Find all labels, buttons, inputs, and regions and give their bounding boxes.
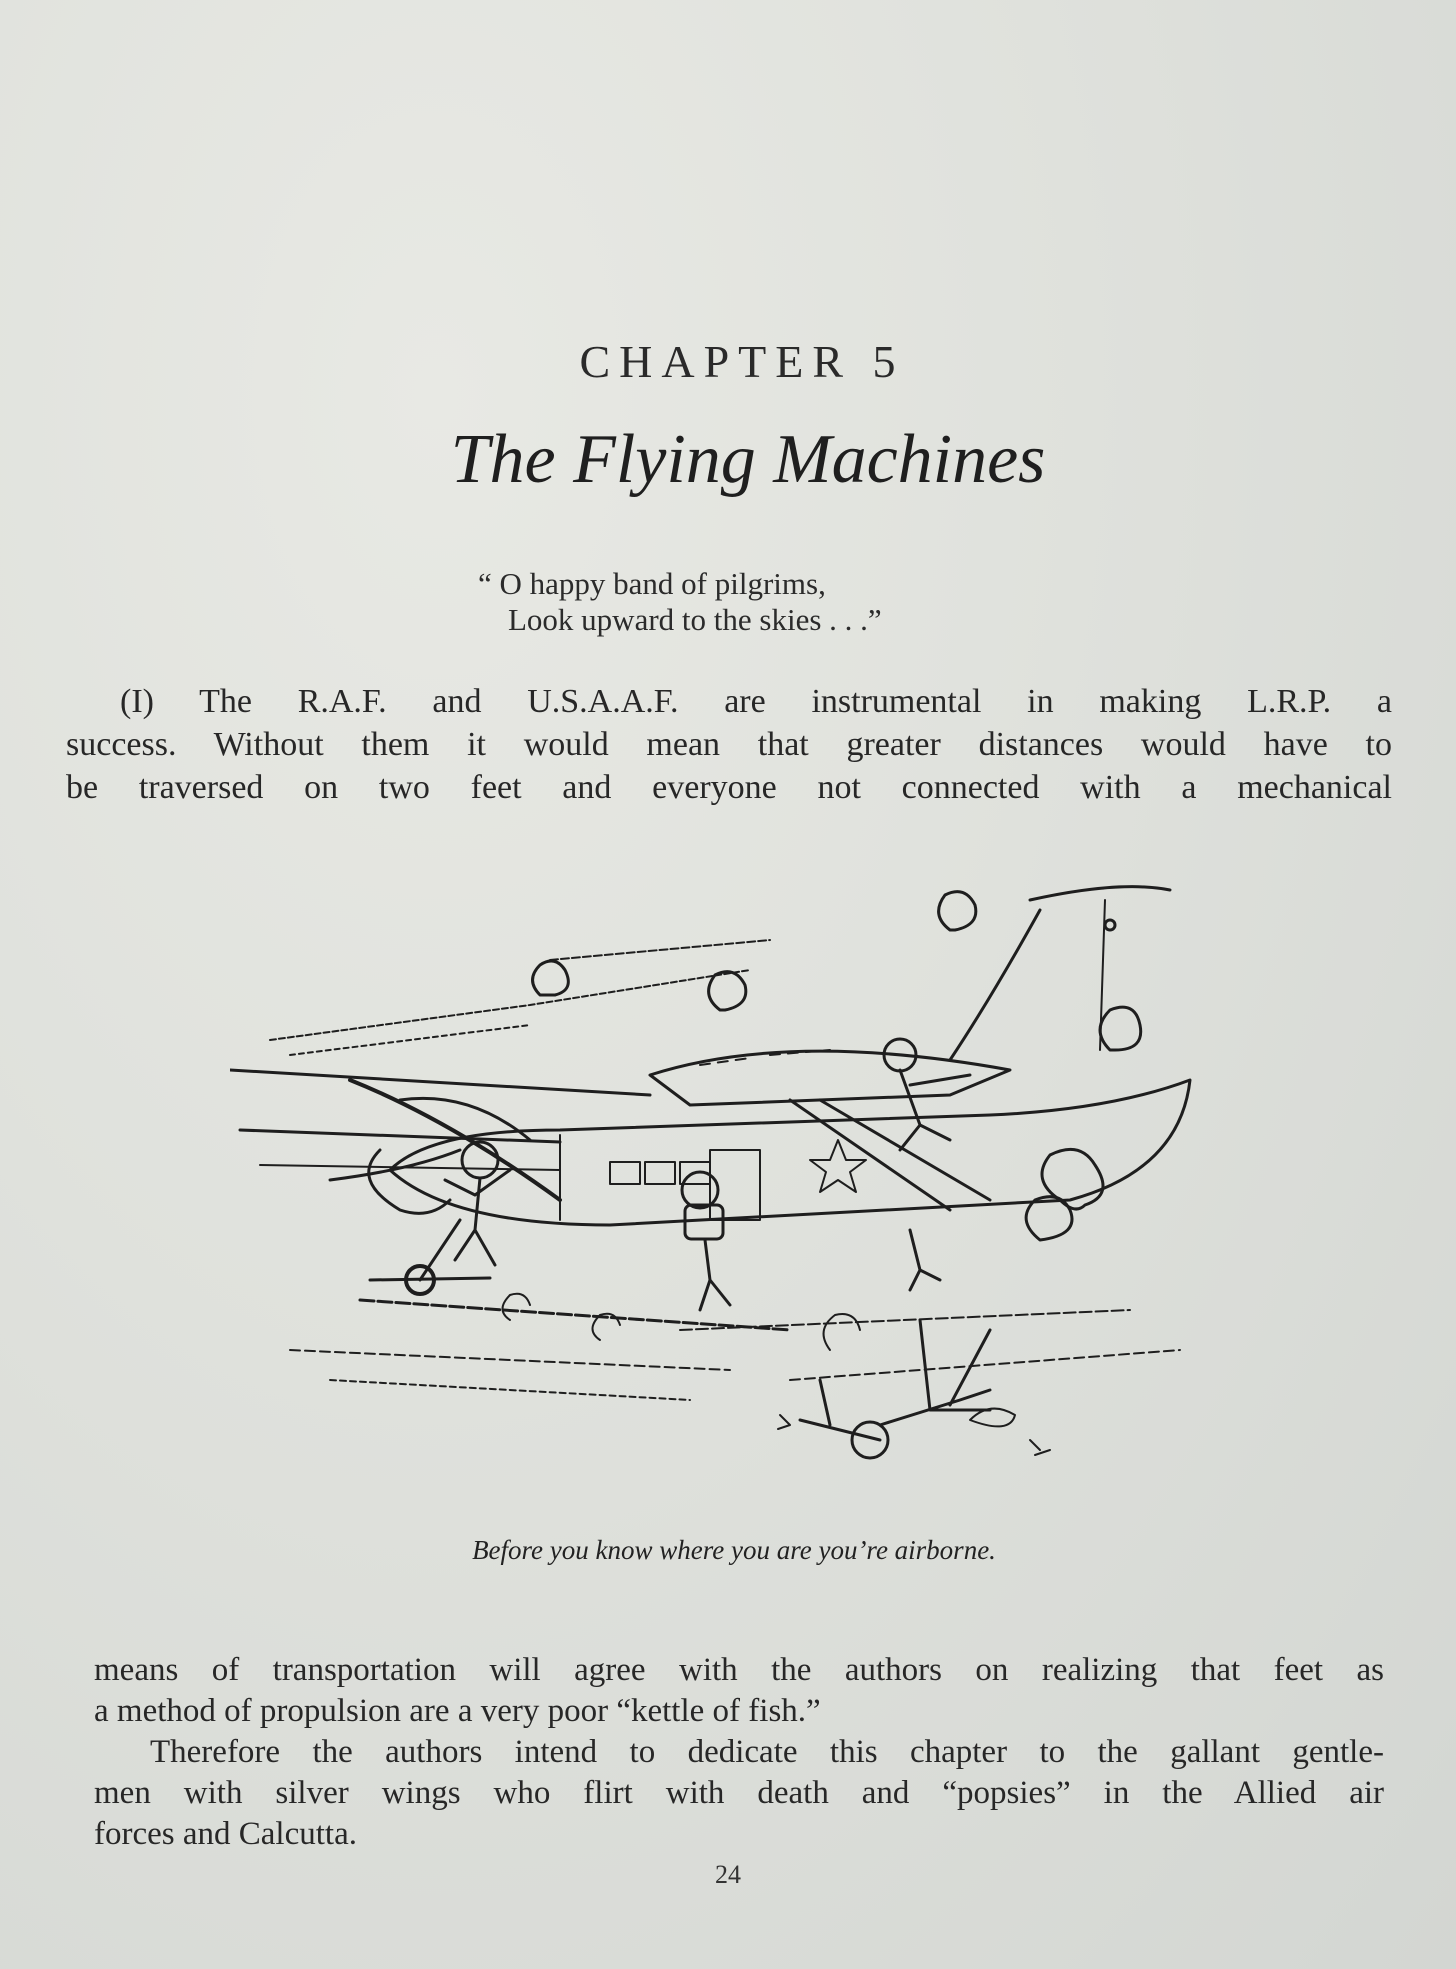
chapter-title: The Flying Machines [450,421,1046,498]
epigraph-line-2: Look upward to the skies . . .” [508,602,882,637]
paragraph-1-line: success. Without them it would mean that greater distances would have to [66,726,1392,763]
chapter-number: CHAPTER 5 [579,336,905,387]
airplane-cartoon-illustration [230,880,1210,1510]
paragraph-2-line: forces and Calcutta. [94,1816,357,1852]
paragraph-2 [94,1650,1384,1855]
epigraph-line-1: “ O happy band of pilgrims, [478,566,826,601]
page-number: 24 [715,1860,741,1889]
paragraph-2-line: Therefore the authors intend to dedicate this chapter to the gallant gentle- [150,1734,1384,1770]
paragraph-2-line: a method of propulsion are a very poor “kettle of fish.” [94,1693,821,1729]
epigraph [478,566,1038,638]
paragraph-2-line: men with silver wings who flirt with death and “popsies” in the Allied air [94,1775,1384,1811]
paragraph-1-line: be traversed on two feet and everyone not connected with a mechanical [66,769,1392,806]
paragraph-1-line: (I) The R.A.F. and U.S.A.A.F. are instrumental in making L.R.P. a [120,683,1392,720]
paragraph-1 [66,680,1392,809]
illustration-caption: Before you know where you are you’re airborne. [472,1535,996,1565]
paragraph-2-line: means of transportation will agree with the authors on realizing that feet as [94,1652,1384,1688]
